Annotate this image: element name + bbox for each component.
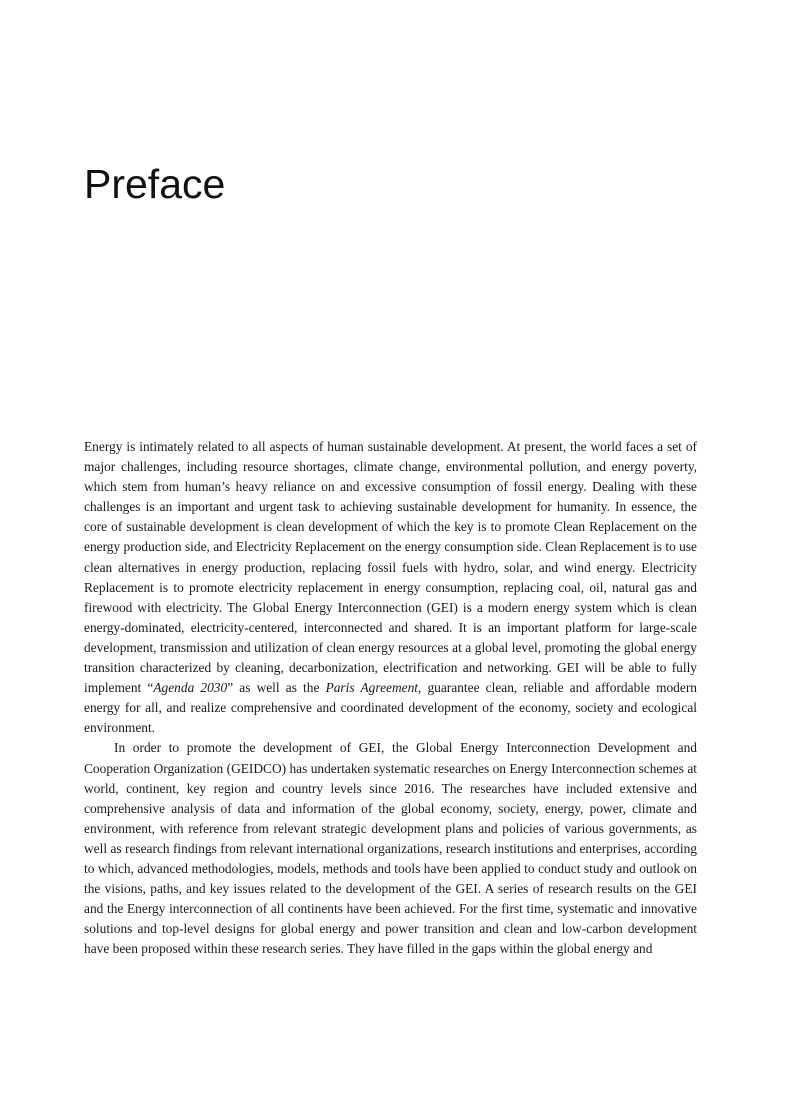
paragraph-1-text-a: Energy is intimately related to all aspects of human sustainable development. At present, the world faces a set of major challenges, including resource shortages, climate change, environmental pollution, and energy poverty, which stem from human’s heavy reliance on and excessive consumption of fossil energy. Dealing with these challenges is an important and urgent task to achieving sustainable development for humanity. In essence, the core of sustainable development is clean development of which the key is to promote Clean Replacement on the energy production side, and Electricity Replacement on the energy consumption side. Clean Replacement is to use clean alternatives in energy production, replacing fossil fuels with hydro, solar, and wind energy. Electricity Replacement is to promote electricity replacement in energy consumption, replacing coal, oil, natural gas and firewood with electricity. The Global Energy Interconnection (GEI) is a modern energy system which is clean energy-dominated, electricity-centered, interconnected and shared. It is an important platform for large-scale development, transmission and utilization of clean energy resources at a global level, promoting the global energy transition characterized by cleaning, decarbonization, electrification and networking. GEI will be able to fully implement “ — [84, 439, 697, 696]
paragraph-2: In order to promote the development of GEI, the Global Energy Interconnection Development and Cooperation Organization (GEIDCO) has undertaken systematic researches on Energy Interconnection schemes at world, continent, key region and country levels since 2016. The researches have included extensive and comprehensive analysis of data and information of the global economy, society, energy, power, climate and environment, with reference from relevant strategic development plans and policies of various governments, as well as research findings from relevant international organizations, research institutions and enterprises, according to which, advanced methodologies, models, methods and tools have been applied to conduct study and outlook on the visions, paths, and key issues related to the development of the GEI. A series of research results on the GEI and the Energy interconnection of all continents have been achieved. For the first time, systematic and innovative solutions and top-level designs for global energy and power transition and clean and low-carbon development have been proposed within these research series. They have filled in the gaps within the global energy and — [84, 740, 697, 957]
agenda-2030-italic: Agenda 2030 — [153, 680, 228, 696]
paragraph-1-text-c: , guarantee clean, reliable and affordable modern energy for all, and realize comprehensive and coordinated development of the economy, society and ecological environment. — [84, 680, 697, 736]
page-title: Preface — [84, 161, 226, 207]
paris-agreement-italic: Paris Agreement — [325, 680, 418, 696]
paragraph-1-text-b: ” as well as the — [227, 680, 326, 696]
paragraph-1 — [84, 437, 697, 738]
body-text — [84, 437, 697, 959]
